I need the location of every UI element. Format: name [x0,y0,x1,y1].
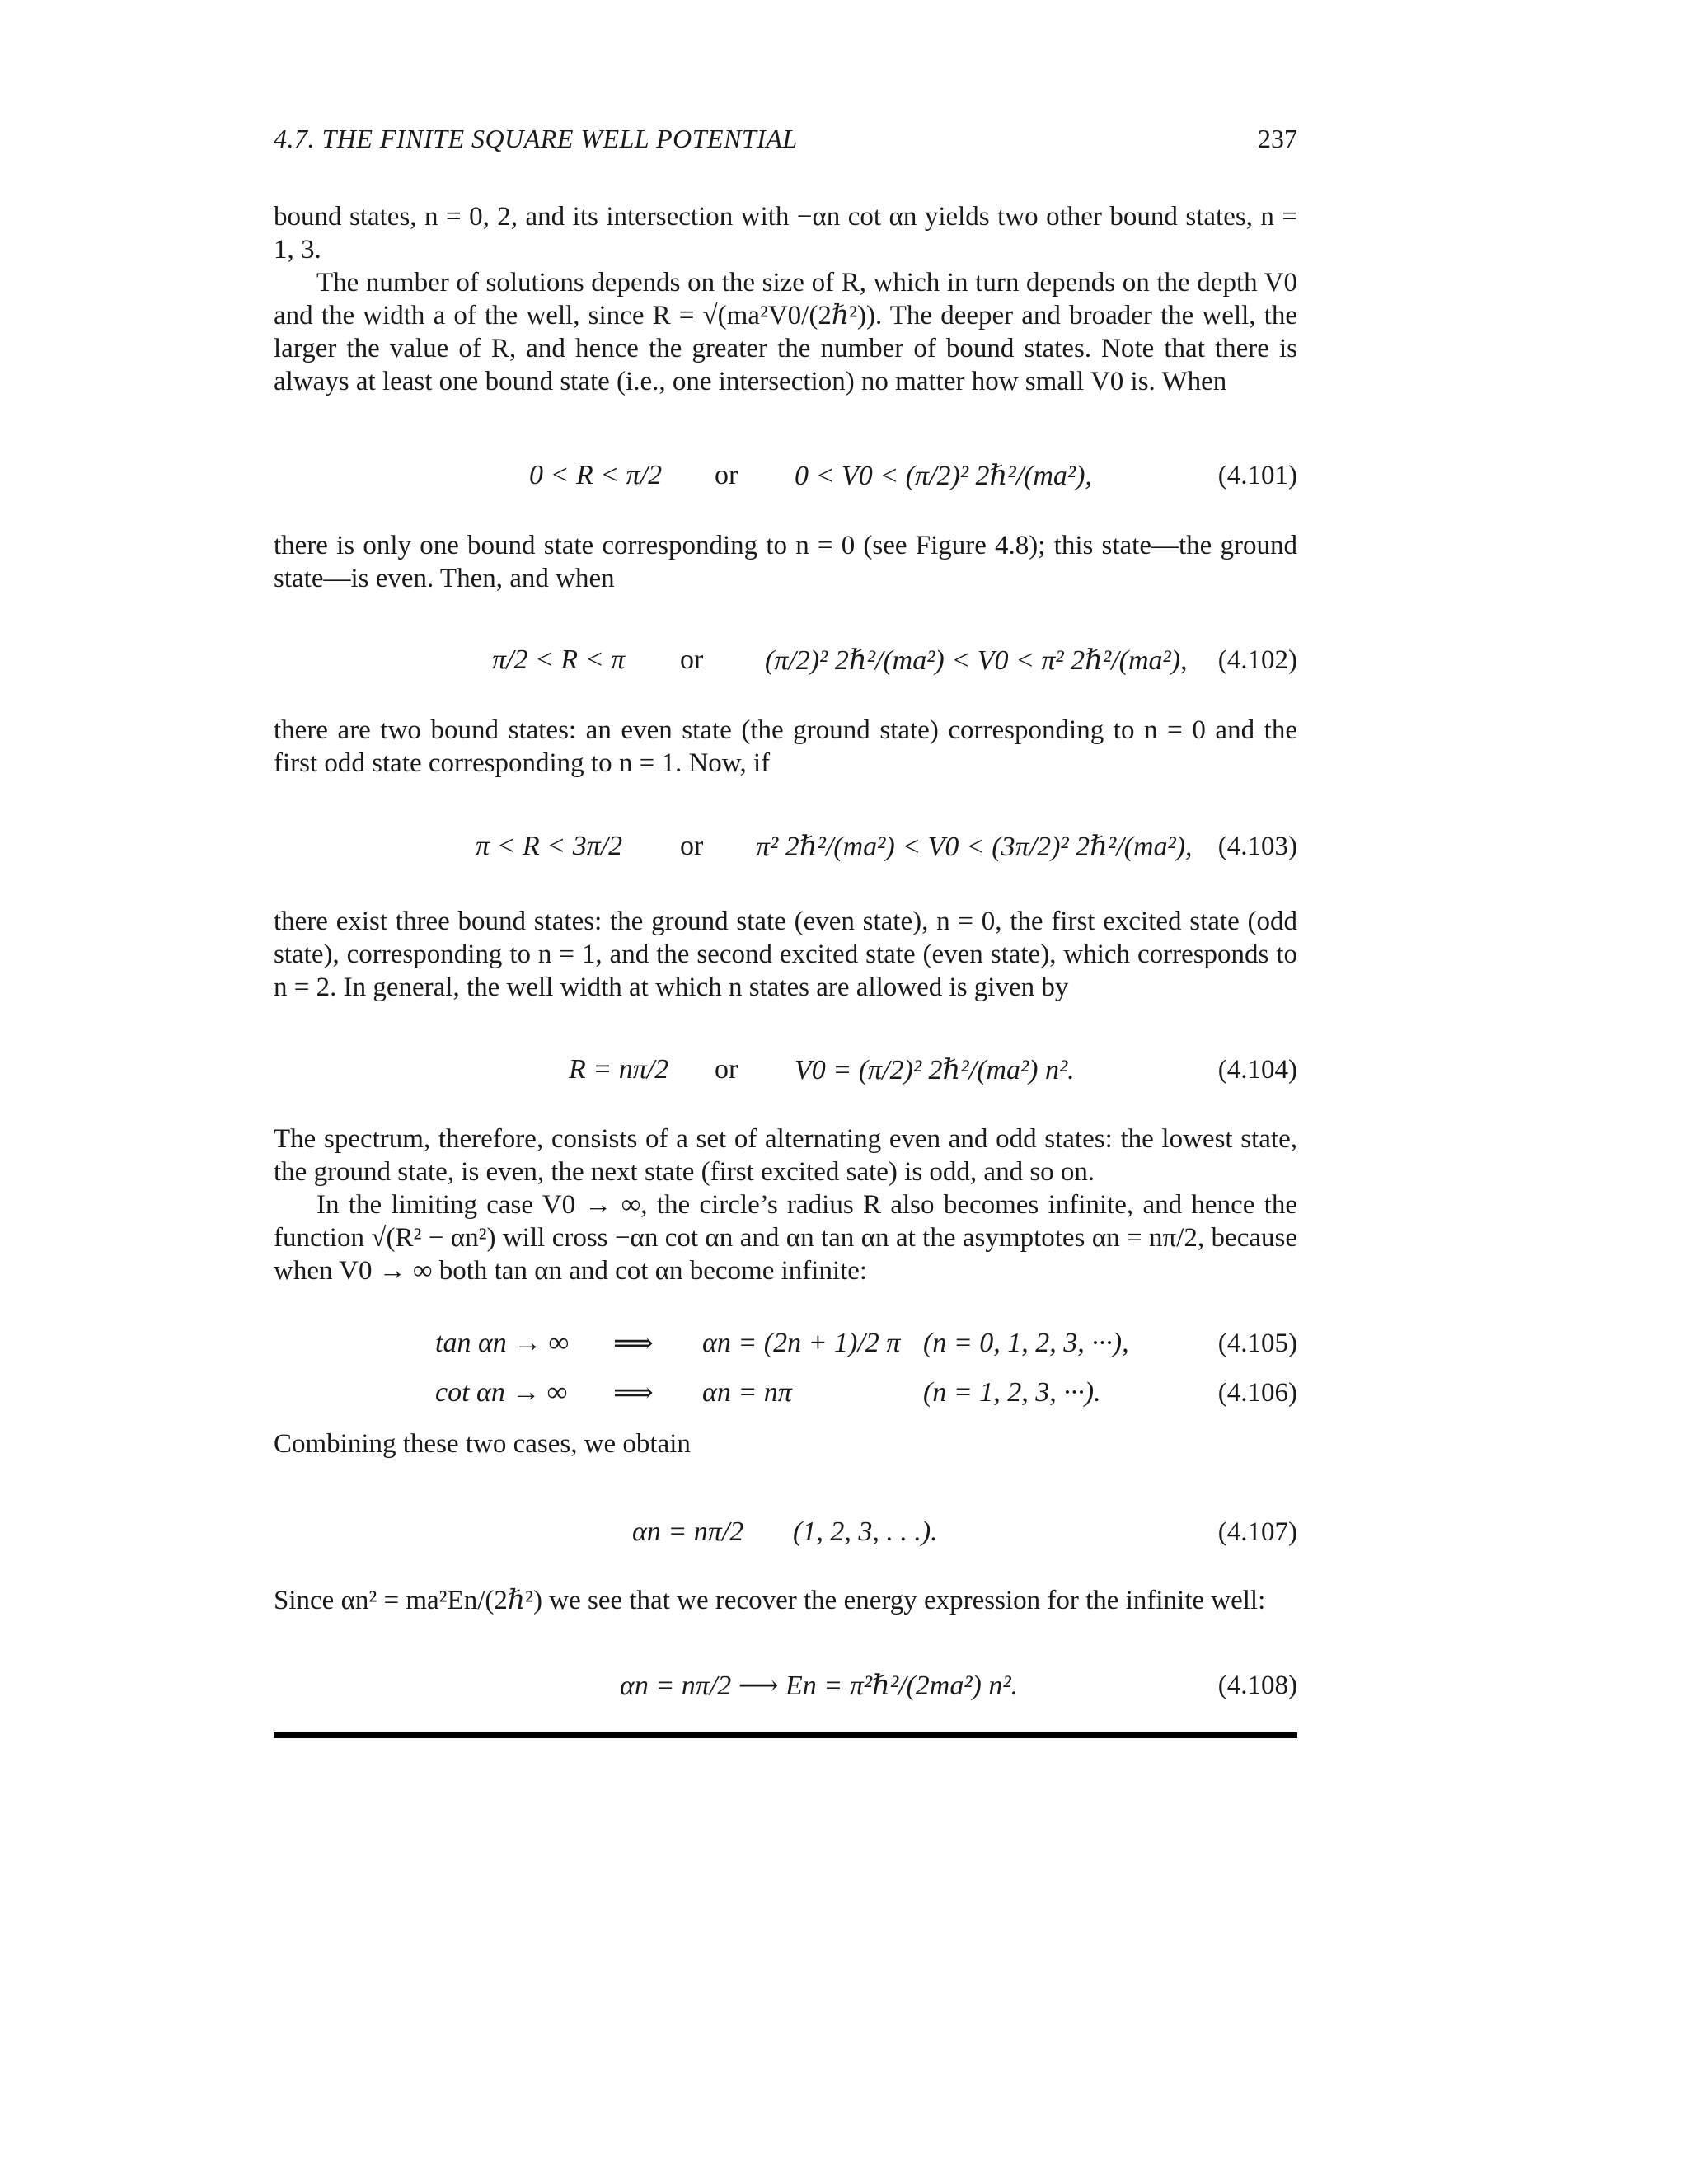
equation-4-104-left: R = nπ/2 [569,1054,669,1085]
page-header [274,124,1297,165]
equation-4-106 [274,1347,1297,1438]
paragraph-one-bound-state: there is only one bound state corresponding to n = 0 (see Figure 4.8); this state—the ground state—is even. Then, and when [274,531,1297,593]
equation-4-103-number: (4.103) [1217,831,1297,861]
equation-4-103-or: or [680,831,704,861]
equation-4-105-left: tan αn → ∞ [435,1328,570,1358]
paragraph-number-of-solutions: The number of solutions depends on the size of R, which in turn depends on the depth V0 and the width a of the well, since R = √(ma²V0/(2ℏ²)). The deeper and broader the well, the larger the value of R, and hence the greater the number of bound states. Note that there is always at least one bound state (i.e., one intersection) no matter how small V0 is. When [274,268,1297,396]
equation-4-106-arrow: ⟹ [613,1378,654,1408]
equation-4-105-condition: (n = 0, 1, 2, 3, ···), [923,1328,1129,1358]
page-number: 237 [1258,124,1297,153]
equation-4-104 [274,1024,1297,1115]
equation-4-102-or: or [680,644,704,675]
equation-4-108-number: (4.108) [1217,1670,1297,1700]
equation-4-105-middle: αn = (2n + 1)/2 π [702,1328,901,1358]
equation-4-107-condition: (1, 2, 3, . . .). [793,1516,938,1547]
equation-4-102-right: (π/2)² 2ℏ²/(ma²) < V0 < π² 2ℏ²/(ma²), [765,645,1188,676]
equation-4-103 [274,801,1297,892]
paragraph-two-bound-states: there are two bound states: an even state (the ground state) corresponding to n = 0 and the first odd state corresponding to n = 1. Now, if [274,715,1297,778]
equation-4-101-number: (4.101) [1217,460,1297,490]
equation-4-106-middle: αn = nπ [702,1377,792,1408]
paragraph-since: Since αn² = ma²En/(2ℏ²) we see that we recover the energy expression for the infinite well: [274,1586,1266,1615]
equation-4-101-or: or [715,460,738,490]
equation-4-108 [274,1640,1297,1731]
paragraph-limiting-case: In the limiting case V0 → ∞, the circle’s radius R also becomes infinite, and hence the function √(R² − αn²) will cross −αn cot αn and αn tan αn at the asymptotes αn = nπ/2, because when V0 → ∞ both tan αn and cot αn become infinite: [274,1190,1297,1286]
equation-4-105-number: (4.105) [1217,1328,1297,1358]
paragraph-three-bound-states: there exist three bound states: the ground state (even state), n = 0, the first excited state (odd state), corresponding to n = 1, and the second excited state (even state), which corresponds to n = 2. In general, the well width at which n states are allowed is given by [274,907,1297,1002]
equation-4-106-number: (4.106) [1217,1377,1297,1408]
equation-4-105-arrow: ⟹ [613,1329,654,1359]
running-title: 4.7. THE FINITE SQUARE WELL POTENTIAL [274,124,798,153]
paragraph-combining: Combining these two cases, we obtain [274,1429,691,1459]
equation-4-101 [274,430,1297,521]
equation-4-107 [274,1487,1297,1577]
equation-4-103-left: π < R < 3π/2 [476,831,623,861]
bottom-rule [274,1732,1297,1738]
equation-4-104-right: V0 = (π/2)² 2ℏ²/(ma²) n². [795,1055,1075,1085]
equation-4-103-right: π² 2ℏ²/(ma²) < V0 < (3π/2)² 2ℏ²/(ma²), [756,832,1193,862]
equation-4-101-right: 0 < V0 < (π/2)² 2ℏ²/(ma²), [795,461,1092,491]
paragraph-spectrum: The spectrum, therefore, consists of a set of alternating even and odd states: the lowest state, the ground state, is even, the next state (first excited sate) is odd, and so on. [274,1124,1297,1187]
equation-4-104-number: (4.104) [1217,1054,1297,1085]
equation-4-102-left: π/2 < R < π [492,644,626,675]
equation-4-104-or: or [715,1054,738,1085]
equation-4-106-left: cot αn → ∞ [435,1377,568,1408]
equation-4-107-number: (4.107) [1217,1516,1297,1547]
equation-4-108-body: αn = nπ/2 ⟶ En = π²ℏ²/(2ma²) n². [620,1671,1019,1701]
equation-4-102-number: (4.102) [1217,644,1297,675]
paragraph-bound-states: bound states, n = 0, 2, and its intersection with −αn cot αn yields two other bound states, n = 1, 3. [274,202,1297,265]
equation-4-107-left: αn = nπ/2 [632,1516,744,1547]
equation-4-106-condition: (n = 1, 2, 3, ···). [923,1377,1101,1408]
equation-4-101-left: 0 < R < π/2 [529,460,663,490]
equation-4-102 [274,615,1297,705]
